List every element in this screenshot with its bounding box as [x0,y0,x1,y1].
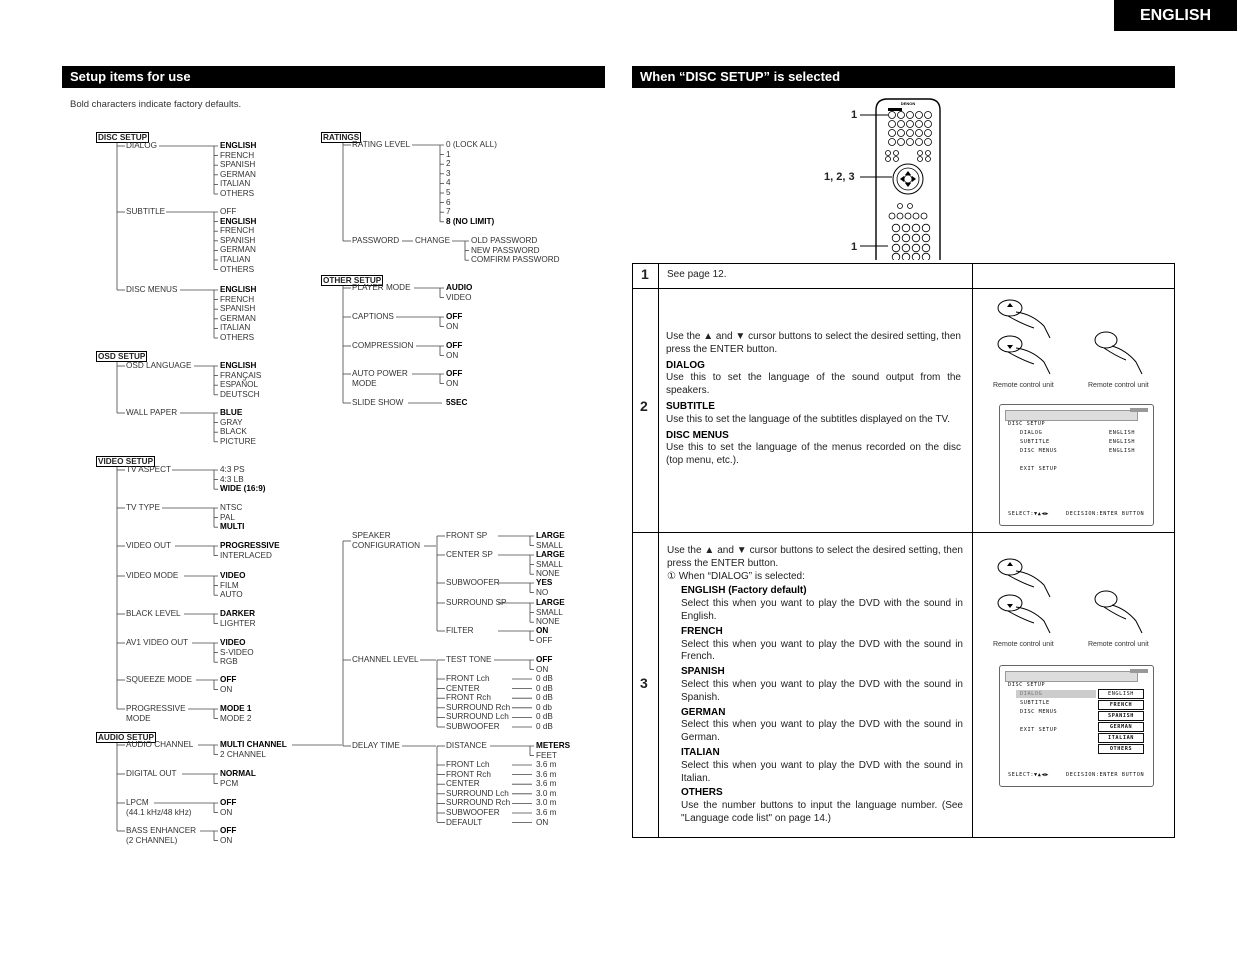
channel-level-item: FRONT Lch [446,674,490,683]
dialog-option-german: GERMAN [220,169,256,179]
subwoofer-option-no: NO [536,587,549,597]
channel-level-value: 0 db [536,702,552,712]
password-option-old-password: OLD PASSWORD [471,236,538,245]
remote-button [902,234,910,242]
step-number-2: 2 [640,398,648,414]
video-mode-option-video: VIDEO [220,571,246,580]
disc-menus-option-french: FRENCH [220,294,255,304]
remote-button [894,157,899,162]
test-tone-option-on: ON [536,664,549,674]
remote-button [889,121,896,128]
rating-level-option-0-lock-all: 0 (LOCK ALL) [446,140,497,149]
remote-button [916,139,923,146]
digital-out-label: DIGITAL OUT [126,769,177,778]
delay-value: ON [536,817,549,827]
video-mode-option-auto: AUTO [220,590,243,600]
slide-show-label: SLIDE SHOW [352,398,404,407]
step-3-desc-english: Select this when you want to play the DVD with the sound in English. [681,598,963,622]
black-level-option-darker: DARKER [220,609,256,618]
step-2-desc-dialog: Use this to set the language of the sound output from the speakers. [666,372,961,397]
osd-title: DISC SETUP [1008,682,1046,688]
center-sp-label: CENTER SP [446,550,493,559]
remote-button [907,139,914,146]
ratings-heading: RATINGS [323,133,360,142]
remote-button [889,139,896,146]
disc-menus-label: DISC MENUS [126,285,178,294]
remote-button [907,112,914,119]
osd-footer-select: SELECT:▼▲◀▶ [1008,511,1049,517]
video-out-option-progressive: PROGRESSIVE [220,541,280,550]
remote-button [912,224,920,232]
other-setup-heading: OTHER SETUP [323,276,382,285]
step-2-heading-subtitle: SUBTITLE [666,400,715,412]
remote-button [925,112,932,119]
wall-paper-option-picture: PICTURE [220,436,256,446]
osd-language-label: OSD LANGUAGE [126,361,192,370]
video-mode-option-film: FILM [220,580,239,590]
digital-out-option-normal: NORMAL [220,769,256,778]
front-sp-option-small: SMALL [536,540,563,550]
disc-menus-option-italian: ITALIAN [220,323,251,333]
captions-option-off: OFF [446,312,463,321]
compression-label: COMPRESSION [352,341,414,350]
av1-video-out-option-video: VIDEO [220,638,246,647]
delay-item: DEFAULT [446,817,483,827]
remote-button [912,244,920,252]
remote-button [898,112,905,119]
audio-setup-heading: AUDIO SETUP [98,733,154,742]
subtitle-option-english: ENGLISH [220,216,257,226]
front-sp-label: FRONT SP [446,531,488,540]
remote-button [908,204,913,209]
right-section-header: When “DISC SETUP” is selected [632,66,1175,88]
surround-sp-option-small: SMALL [536,607,563,617]
lpcm-option-off: OFF [220,798,237,807]
delay-item: SURROUND Lch [446,788,509,798]
remote-button [916,112,923,119]
delay-value: 3.6 m [536,779,557,789]
osd-icon-bar [1005,671,1138,682]
step-3-text [667,545,963,826]
tv-aspect-option-4-3-lb: 4:3 LB [220,474,244,484]
delay-time-label: DELAY TIME [352,741,400,750]
remote-button [886,157,891,162]
remote-button [922,244,930,252]
osd-footer-decision: DECISION:ENTER BUTTON [1066,772,1145,778]
wall-paper-label: WALL PAPER [126,408,178,417]
channel-level-item: SURROUND Lch [446,712,509,722]
step-3-intro: Use the ▲ and ▼ cursor buttons to select the desired setting, then press the ENTER button. [667,545,963,569]
subtitle-option-french: FRENCH [220,226,255,236]
remote-button [886,151,891,156]
channel-level-item: CENTER [446,683,480,693]
captions-option-on: ON [446,321,459,331]
step-2-text [666,331,961,468]
dialog-option-others: OTHERS [220,189,255,198]
password-option-comfirm-password: COMFIRM PASSWORD [471,255,560,265]
squeeze-mode-option-off: OFF [220,675,237,684]
bass-enhancer-option-on: ON [220,835,233,845]
channel-level-item: SURROUND Rch [446,702,511,712]
remote-button [925,139,932,146]
video-mode-label: VIDEO MODE [126,571,179,580]
audio-channel-label: AUDIO CHANNEL [126,740,194,749]
delay-item: FRONT Lch [446,760,490,769]
step-number-1: 1 [641,266,649,282]
rating-level-option-2: 2 [446,159,451,169]
osd-menu-option-french: FRENCH [1098,700,1144,710]
bass-enhancer-label: (2 CHANNEL) [126,835,178,845]
distance-option-meters: METERS [536,741,571,750]
osd-screen-dialog-menu [999,665,1154,787]
disc-menus-option-others: OTHERS [220,333,255,342]
wall-paper-option-blue: BLUE [220,408,243,417]
remote-button [898,130,905,137]
progressive-mode-label: MODE [126,713,151,723]
auto-power-mode-label: AUTO POWER [352,369,408,378]
surround-sp-option-none: NONE [536,617,560,627]
remote-button [889,213,895,219]
osd-row-disc-menus: DISC MENUS [1020,448,1058,454]
speaker-configuration-label: CONFIGURATION [352,541,421,550]
channel-level-value: 0 dB [536,722,553,731]
callout-1-2-3: 1, 2, 3 [824,171,855,183]
tv-aspect-label: TV ASPECT [126,465,172,474]
osd-tab-marker [1130,408,1148,412]
left-section-header: Setup items for use [62,66,605,88]
osd-row-disc-menus: DISC MENUS [1020,709,1058,715]
remote-button [916,121,923,128]
front-sp-option-large: LARGE [536,531,565,540]
subtitle-option-italian: ITALIAN [220,255,251,264]
channel-level-item: FRONT Rch [446,693,491,703]
dialog-option-english: ENGLISH [220,141,257,150]
remote-button [898,139,905,146]
osd-footer-select: SELECT:▼▲◀▶ [1008,772,1049,778]
av1-video-out-option-rgb: RGB [220,657,238,667]
remote-button [926,157,931,162]
filter-label: FILTER [446,626,474,635]
osd-screen-disc-setup [999,404,1154,526]
lpcm-option-on: ON [220,807,233,817]
rating-level-option-3: 3 [446,168,451,178]
step-3-sub: ① When “DIALOG” is selected: [667,570,805,582]
compression-option-on: ON [446,350,459,360]
step-3-heading-others: OTHERS [681,787,723,799]
osd-value-dialog: ENGLISH [1109,430,1136,436]
surround-sp-label: SURROUND SP [446,598,507,607]
remote-caption-2b: Remote control unit [1088,382,1149,389]
osd-language-option-english: ENGLISH [220,361,257,370]
dialog-option-spanish: SPANISH [220,160,256,170]
center-sp-option-small: SMALL [536,559,563,569]
subwoofer-option-yes: YES [536,578,553,587]
remote-button [892,244,900,252]
hand-cursor-buttons-illustration [992,294,1062,384]
distance-label: DISTANCE [446,741,487,750]
osd-tab-marker [1130,669,1148,673]
tv-aspect-option-4-3-ps: 4:3 PS [220,465,245,474]
test-tone-label: TEST TONE [446,655,492,664]
step-3-desc-others: Use the number buttons to input the language number. (See "Language code list" on page 14.) [681,800,963,824]
tv-type-label: TV TYPE [126,503,160,512]
step-3-desc-french: Select this when you want to play the DVD with the sound in French. [681,638,963,663]
bass-enhancer-option-off: OFF [220,826,237,835]
wall-paper-option-black: BLACK [220,427,247,437]
lpcm-label: (44.1 kHz/48 kHz) [126,807,192,817]
disc-setup-heading: DISC SETUP [98,133,148,142]
audio-channel-option-2-channel: 2 CHANNEL [220,749,266,759]
channel-level-value: 0 dB [536,712,553,722]
channel-level-item: SUBWOOFER [446,722,500,731]
remote-button [897,213,903,219]
remote-button [916,130,923,137]
tv-aspect-option-wide-16-9: WIDE (16:9) [220,484,266,494]
delay-value: 3.6 m [536,760,557,769]
rating-level-option-8-no-limit: 8 (NO LIMIT) [446,216,495,226]
remote-caption-3b: Remote control unit [1088,641,1149,648]
channel-level-label: CHANNEL LEVEL [352,655,419,664]
dialog-option-french: FRENCH [220,150,255,160]
step-3-heading-spanish: SPANISH [681,666,725,678]
delay-value: 3.0 m [536,788,557,798]
remote-button [912,234,920,242]
subtitle-option-others: OTHERS [220,264,255,274]
auto-power-mode-option-on: ON [446,378,459,388]
channel-level-value: 0 dB [536,683,553,693]
subtitle-option-off: OFF [220,207,237,216]
audio-channel-option-multi-channel: MULTI CHANNEL [220,740,287,749]
hand-enter-button-illustration [1092,585,1152,641]
surround-sp-option-large: LARGE [536,598,565,607]
step-1-text: See page 12. [667,269,727,280]
step-number-3: 3 [640,675,648,691]
remote-button [907,130,914,137]
remote-button [912,253,920,260]
rating-level-option-1: 1 [446,149,451,159]
osd-row-dialog: DIALOG [1020,691,1043,697]
video-setup-heading: VIDEO SETUP [98,457,154,466]
osd-value-subtitle: ENGLISH [1109,439,1136,445]
remote-button [925,130,932,137]
remote-button [889,130,896,137]
rating-level-option-5: 5 [446,188,451,197]
osd-language-menu [1098,689,1144,755]
rating-level-label: RATING LEVEL [352,140,411,149]
remote-caption-2a: Remote control unit [993,382,1054,389]
progressive-mode-option-mode-1: MODE 1 [220,704,252,713]
tv-type-option-pal: PAL [220,512,235,522]
center-sp-option-none: NONE [536,569,560,579]
remote-button [918,157,923,162]
osd-menu-option-others: OTHERS [1098,744,1144,754]
remote-button [922,253,930,260]
remote-brand-label: DENON [900,101,916,106]
tv-type-option-ntsc: NTSC [220,503,243,512]
test-tone-option-off: OFF [536,655,553,664]
osd-row-exit-setup: EXIT SETUP [1020,727,1058,733]
callout-1-bottom: 1 [851,241,858,253]
password-option-new-password: NEW PASSWORD [471,245,540,255]
osd-language-option-espa-ol: ESPAÑOL [220,380,259,390]
slide-show-value: 5SEC [446,398,468,407]
remote-button [921,213,927,219]
disc-menus-option-german: GERMAN [220,313,256,323]
delay-item: SUBWOOFER [446,808,500,817]
delay-item: SURROUND Rch [446,798,511,808]
center-sp-option-large: LARGE [536,550,565,559]
remote-button [907,121,914,128]
disc-menus-option-english: ENGLISH [220,285,257,294]
filter-option-off: OFF [536,635,553,645]
delay-item: CENTER [446,779,480,789]
auto-power-mode-label: MODE [352,378,377,388]
subwoofer-label: SUBWOOFER [446,578,500,587]
channel-level-value: 0 dB [536,674,553,683]
progressive-mode-label: PROGRESSIVE [126,704,186,713]
osd-menu-option-english: ENGLISH [1098,689,1144,699]
osd-row-subtitle: SUBTITLE [1020,700,1050,706]
video-out-option-interlaced: INTERLACED [220,550,272,560]
remote-button [922,234,930,242]
remote-button [892,234,900,242]
osd-language-option-fran-ais: FRANÇAIS [220,370,262,380]
osd-menu-option-german: GERMAN [1098,722,1144,732]
auto-power-mode-option-off: OFF [446,369,463,378]
osd-row-subtitle: SUBTITLE [1020,439,1050,445]
step-3-desc-italian: Select this when you want to play the DVD with the sound in Italian. [681,759,963,784]
captions-label: CAPTIONS [352,312,394,321]
player-mode-label: PLAYER MODE [352,283,411,292]
digital-out-option-pcm: PCM [220,778,239,788]
remote-button [898,204,903,209]
squeeze-mode-label: SQUEEZE MODE [126,675,192,684]
tv-type-option-multi: MULTI [220,522,245,532]
change-label: CHANGE [415,236,451,245]
step-2-desc-disc-menus: Use this to set the language of the menus recorded on the disc (top menu, etc.). [666,442,961,467]
osd-icon-bar [1005,410,1138,421]
remote-button [889,112,896,119]
osd-row-dialog: DIALOG [1020,430,1043,436]
osd-row-exit-setup: EXIT SETUP [1020,466,1058,472]
remote-button [926,151,931,156]
rating-level-option-4: 4 [446,178,451,188]
remote-button [913,213,919,219]
osd-language-option-deutsch: DEUTSCH [220,389,260,399]
disc-menus-option-spanish: SPANISH [220,304,256,314]
osd-setup-heading: OSD SETUP [98,352,146,361]
subtitle-option-spanish: SPANISH [220,235,256,245]
subtitle-label: SUBTITLE [126,207,166,216]
video-out-label: VIDEO OUT [126,541,172,550]
step-3-heading-french: FRENCH [681,625,723,637]
progressive-mode-option-mode-2: MODE 2 [220,713,252,723]
bold-note: Bold characters indicate factory defaults. [70,99,242,110]
hand-cursor-buttons-illustration [992,553,1062,643]
callout-1-top: 1 [851,109,858,121]
hand-enter-button-illustration [1092,326,1152,382]
remote-button [902,244,910,252]
black-level-option-lighter: LIGHTER [220,618,256,628]
av1-video-out-option-s-video: S-VIDEO [220,647,254,657]
osd-value-disc-menus: ENGLISH [1109,448,1136,454]
password-label: PASSWORD [352,236,400,245]
remote-caption-3a: Remote control unit [993,641,1054,648]
step-2-heading-dialog: DIALOG [666,359,705,371]
step-3-desc-german: Select this when you want to play the DVD with the sound in German. [681,719,963,744]
step-3-heading-german: GERMAN [681,706,726,718]
step-3-heading-italian: ITALIAN [681,746,720,758]
remote-button [925,121,932,128]
delay-value: 3.6 m [536,769,557,779]
remote-button [902,224,910,232]
delay-value: 3.6 m [536,808,557,817]
step-2-intro: Use the ▲ and ▼ cursor buttons to select the desired setting, then press the ENTER button. [666,331,961,355]
filter-option-on: ON [536,626,549,635]
bass-enhancer-label: BASS ENHANCER [126,826,197,835]
delay-item: FRONT Rch [446,769,491,779]
lpcm-label: LPCM [126,798,149,807]
osd-menu-option-spanish: SPANISH [1098,711,1144,721]
remote-button [894,151,899,156]
squeeze-mode-option-on: ON [220,684,233,694]
remote-button [918,151,923,156]
remote-button [898,121,905,128]
player-mode-option-video: VIDEO [446,292,472,302]
delay-value: 3.0 m [536,798,557,808]
rating-level-option-6: 6 [446,197,451,207]
subtitle-option-german: GERMAN [220,245,256,255]
black-level-label: BLACK LEVEL [126,609,181,618]
step-2-desc-subtitle: Use this to set the language of the subtitles displayed on the TV. [666,413,951,425]
channel-level-value: 0 dB [536,693,553,703]
remote-button [902,253,910,260]
wall-paper-option-gray: GRAY [220,417,243,427]
player-mode-option-audio: AUDIO [446,283,473,292]
osd-title: DISC SETUP [1008,421,1046,427]
distance-option-feet: FEET [536,750,557,760]
osd-menu-option-italian: ITALIAN [1098,733,1144,743]
compression-option-off: OFF [446,341,463,350]
remote-button [905,213,911,219]
remote-button [892,224,900,232]
step-3-heading-english: ENGLISH (Factory default) [681,585,807,597]
dialog-option-italian: ITALIAN [220,179,251,189]
remote-button [922,224,930,232]
step-3-desc-spanish: Select this when you want to play the DVD with the sound in Spanish. [681,678,963,703]
av1-video-out-label: AV1 VIDEO OUT [126,638,189,647]
step-2-heading-disc-menus: DISC MENUS [666,429,729,441]
osd-footer-decision: DECISION:ENTER BUTTON [1066,511,1145,517]
language-tab: ENGLISH [1114,0,1237,31]
rating-level-option-7: 7 [446,207,451,217]
dialog-label: DIALOG [126,141,157,150]
remote-button [892,253,900,260]
speaker-configuration-label: SPEAKER [352,531,391,540]
